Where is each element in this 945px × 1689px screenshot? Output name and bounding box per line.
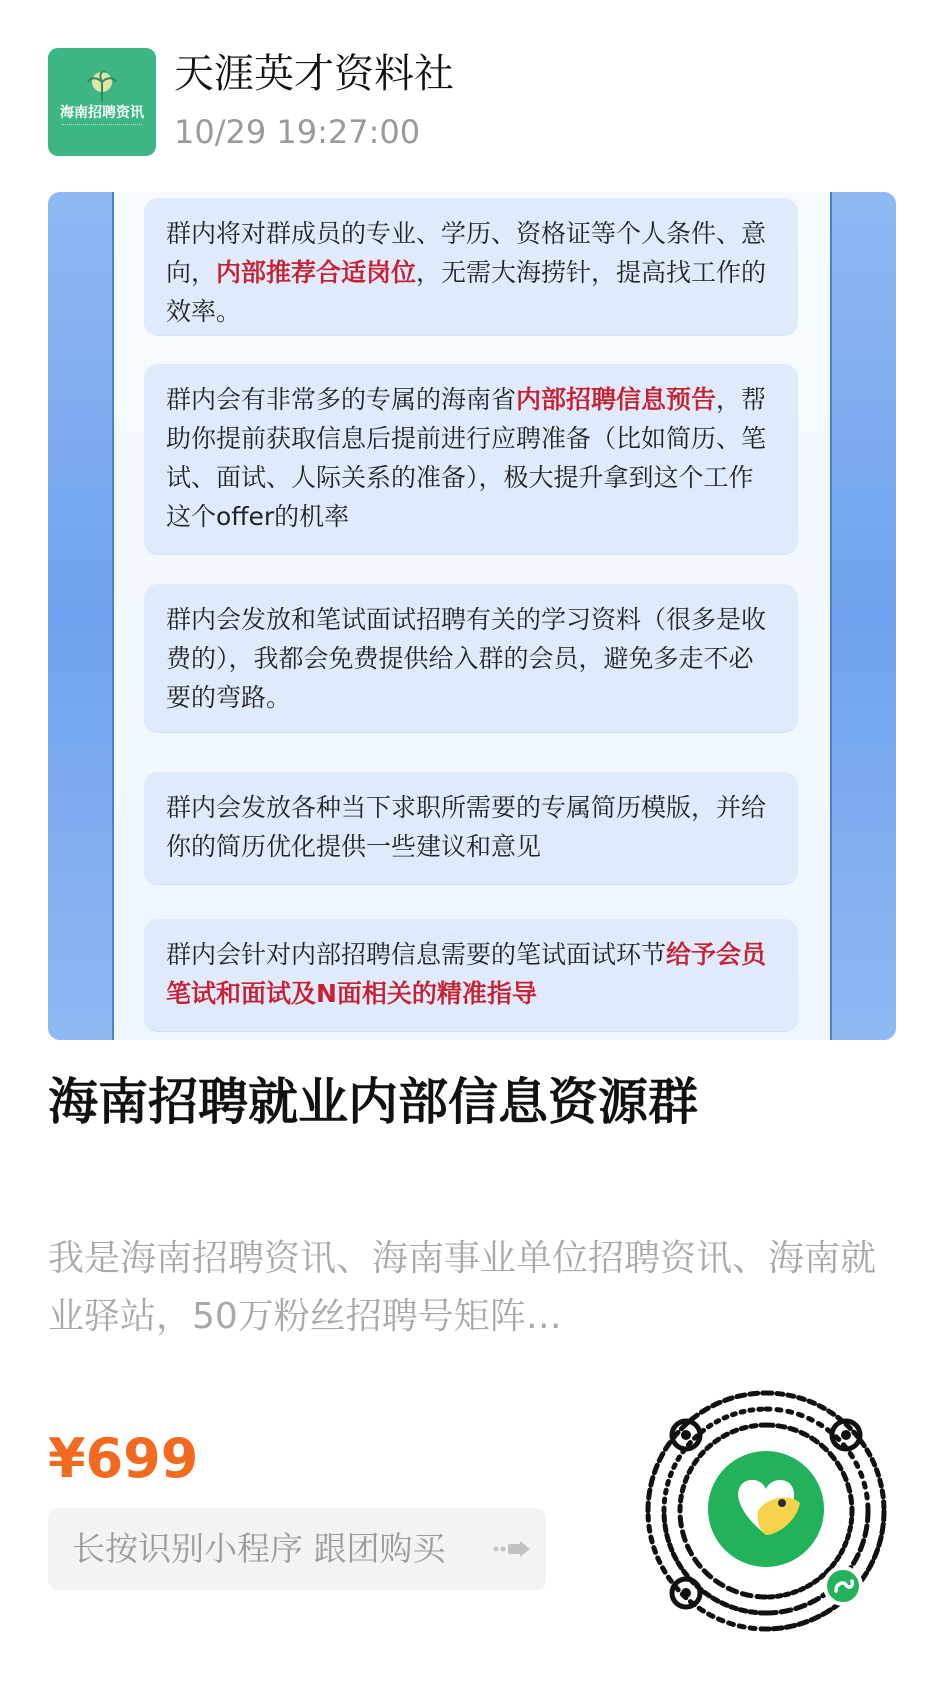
benefit-text: 群内将对群成员的专业、学历、资格证等个人条件、意向，内部推荐合适岗位，无需大海捞针，提高找工作的效率。 bbox=[166, 219, 767, 326]
buy-mini-program-button[interactable] bbox=[48, 1508, 546, 1590]
benefit-text: 群内会有非常多的专属的海南省内部招聘信息预告，帮助你提前获取信息后提前进行应聘准备（比如简历、笔试、面试、人际关系的准备），极大提升拿到这个工作这个offer的机率 bbox=[166, 385, 767, 531]
banner-content bbox=[114, 192, 830, 1040]
benefit-card bbox=[144, 198, 798, 335]
banner-left-strip bbox=[48, 192, 114, 1040]
post-header bbox=[48, 48, 898, 158]
product-description: 我是海南招聘资讯、海南事业单位招聘资讯、海南就业驿站，50万粉丝招聘号矩阵… bbox=[48, 1238, 877, 1337]
account-name[interactable]: 天涯英才资料社 bbox=[174, 51, 454, 97]
benefit-card bbox=[144, 772, 798, 884]
palm-tree-icon bbox=[84, 68, 120, 104]
avatar-subline bbox=[62, 124, 142, 129]
promo-banner-image[interactable] bbox=[48, 192, 896, 1040]
buy-button-label: 长按识别小程序 跟团购买 bbox=[72, 1529, 446, 1568]
benefit-text: 群内会发放和笔试面试招聘有关的学习资料（很多是收费的），我都会免费提供给入群的会员，避免多走不必要的弯路。 bbox=[166, 605, 767, 712]
benefit-card bbox=[144, 919, 798, 1031]
mini-program-qr-code[interactable] bbox=[640, 1385, 892, 1637]
benefit-card bbox=[144, 364, 798, 554]
account-avatar[interactable] bbox=[48, 48, 156, 156]
benefit-text: 群内会针对内部招聘信息需要的笔试面试环节给予会员笔试和面试及N面相关的精准指导 bbox=[166, 940, 767, 1008]
benefit-card bbox=[144, 584, 798, 732]
product-price: ¥699 bbox=[48, 1427, 199, 1490]
avatar-text: 海南招聘资讯 bbox=[60, 105, 144, 121]
benefit-text: 群内会发放各种当下求职所需要的专属简历模版，并给你的简历优化提供一些建议和意见 bbox=[166, 793, 767, 861]
banner-right-strip bbox=[830, 192, 896, 1040]
arrow-right-icon bbox=[492, 1535, 532, 1563]
mini-program-icon bbox=[825, 1568, 861, 1604]
post-timestamp: 10/29 19:27:00 bbox=[174, 113, 421, 151]
product-title: 海南招聘就业内部信息资源群 bbox=[48, 1073, 698, 1131]
